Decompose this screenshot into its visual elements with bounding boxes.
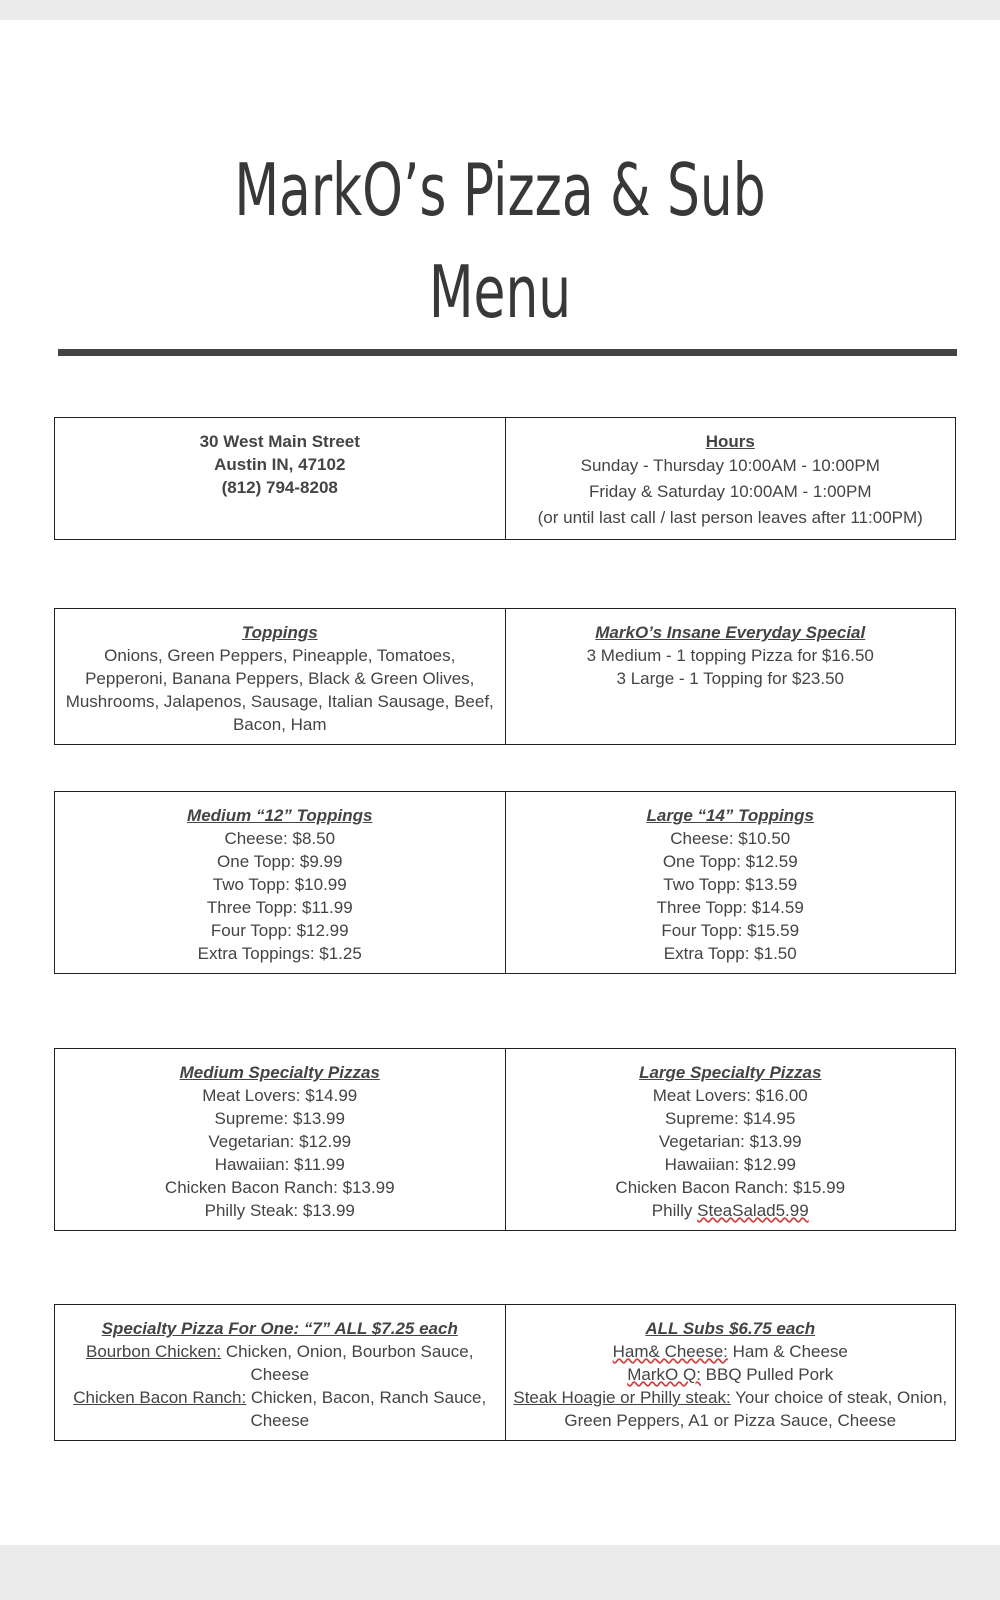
- pizza-for-one-cell: [55, 1305, 506, 1441]
- price-line: Hawaiian: $11.99: [214, 1155, 345, 1174]
- specialty-table: [54, 1048, 956, 1231]
- item-desc: Chicken, Onion, Bourbon Sauce, Cheese: [221, 1342, 474, 1384]
- pizza-for-one-heading: Specialty Pizza For One: “7” ALL $7.25 each: [101, 1319, 458, 1338]
- item-name: Ham& Cheese:: [612, 1342, 728, 1361]
- price-line: Two Topp: $13.59: [663, 875, 798, 894]
- menu-page: [0, 20, 1000, 1545]
- contact-phone[interactable]: (812) 794-8208: [221, 478, 338, 497]
- menu-item: [512, 1363, 950, 1386]
- info-table: [54, 417, 956, 540]
- item-name: Steak Hoagie or Philly steak:: [513, 1388, 731, 1407]
- price-line: Four Topp: $12.99: [210, 921, 349, 940]
- large-specialty-cell: [505, 1049, 956, 1231]
- special-line: 3 Large - 1 Topping for $23.50: [616, 669, 844, 688]
- menu-item: [512, 1340, 950, 1363]
- price-line: Extra Toppings: $1.25: [197, 944, 362, 963]
- price-line: Two Topp: $10.99: [212, 875, 347, 894]
- price-line: Meat Lovers: $16.00: [652, 1086, 808, 1105]
- price-line: Philly Steak: $13.99: [204, 1201, 355, 1220]
- price-line: Cheese: $8.50: [224, 829, 336, 848]
- menu-title-line2: Menu: [428, 250, 572, 334]
- price-line: Vegetarian: $12.99: [208, 1132, 352, 1151]
- item-desc: Your choice of steak, Onion, Green Peppers, A1 or Pizza Sauce, Cheese: [564, 1388, 948, 1430]
- medium-specialty-heading: Medium Specialty Pizzas: [179, 1063, 380, 1082]
- price-line: Three Topp: $14.59: [656, 898, 804, 917]
- hours-heading: Hours: [705, 432, 755, 451]
- spellcheck-flagged-text: SteaSalad5.99: [697, 1201, 809, 1220]
- toppings-heading: Toppings: [241, 623, 318, 642]
- price-line: Supreme: $13.99: [214, 1109, 345, 1128]
- item-desc: BBQ Pulled Pork: [700, 1365, 834, 1384]
- price-line: Cheese: $10.50: [670, 829, 791, 848]
- topping-prices-table: [54, 791, 956, 974]
- hours-cell: [505, 418, 956, 540]
- price-line: Three Topp: $11.99: [206, 898, 353, 917]
- special-line: 3 Medium - 1 topping Pizza for $16.50: [586, 646, 874, 665]
- toppings-table: [54, 608, 956, 745]
- item-name: Chicken Bacon Ranch:: [73, 1388, 247, 1407]
- price-line: One Topp: $9.99: [217, 852, 343, 871]
- special-cell: [505, 609, 956, 745]
- price-line: One Topp: $12.59: [662, 852, 798, 871]
- price-line: Hawaiian: $12.99: [664, 1155, 796, 1174]
- hours-line: Friday & Saturday 10:00AM - 1:00PM: [588, 482, 872, 501]
- item-name: MarkO Q:: [627, 1365, 701, 1384]
- subs-heading: ALL Subs $6.75 each: [645, 1319, 816, 1338]
- hours-line: (or until last call / last person leaves after 11:00PM): [537, 508, 923, 527]
- item-name: Bourbon Chicken:: [86, 1342, 222, 1361]
- price-line: Vegetarian: $13.99: [658, 1132, 802, 1151]
- price-line: Supreme: $14.95: [665, 1109, 796, 1128]
- menu-item: [512, 1386, 950, 1432]
- medium-specialty-cell: [55, 1049, 506, 1231]
- price-line: Chicken Bacon Ranch: $15.99: [615, 1178, 846, 1197]
- price-line: Extra Topp: $1.50: [663, 944, 797, 963]
- hours-line: Sunday - Thursday 10:00AM - 10:00PM: [580, 456, 880, 475]
- contact-cell: [55, 418, 506, 540]
- special-heading: MarkO’s Insane Everyday Special: [595, 623, 866, 642]
- subs-table: [54, 1304, 956, 1441]
- subs-cell: [505, 1305, 956, 1441]
- contact-street: 30 West Main Street: [199, 432, 360, 451]
- medium-toppings-heading: Medium “12” Toppings: [187, 806, 373, 825]
- price-line: Chicken Bacon Ranch: $13.99: [164, 1178, 395, 1197]
- large-specialty-heading: Large Specialty Pizzas: [639, 1063, 822, 1082]
- title-divider: [58, 349, 957, 356]
- item-desc: Ham & Cheese: [727, 1342, 848, 1361]
- price-line: Four Topp: $15.59: [661, 921, 800, 940]
- contact-city: Austin IN, 47102: [214, 455, 346, 474]
- toppings-list: Onions, Green Peppers, Pineapple, Tomatoes, Pepperoni, Banana Peppers, Black & Green Olives, Mushrooms, Jalapenos, Sausage, Italian Sausage, Beef, Bacon, Ham: [65, 646, 494, 734]
- price-line: Meat Lovers: $14.99: [202, 1086, 358, 1105]
- large-toppings-cell: [505, 792, 956, 974]
- medium-toppings-cell: [55, 792, 506, 974]
- philly-prefix: Philly: [651, 1201, 698, 1220]
- item-desc: Chicken, Bacon, Ranch Sauce, Cheese: [246, 1388, 487, 1430]
- toppings-cell: [55, 609, 506, 745]
- menu-item: [61, 1340, 499, 1386]
- large-toppings-heading: Large “14” Toppings: [646, 806, 814, 825]
- menu-item: [61, 1386, 499, 1432]
- menu-title-line1: MarkO’s Pizza & Sub: [234, 148, 766, 232]
- price-line-philly: [512, 1199, 950, 1222]
